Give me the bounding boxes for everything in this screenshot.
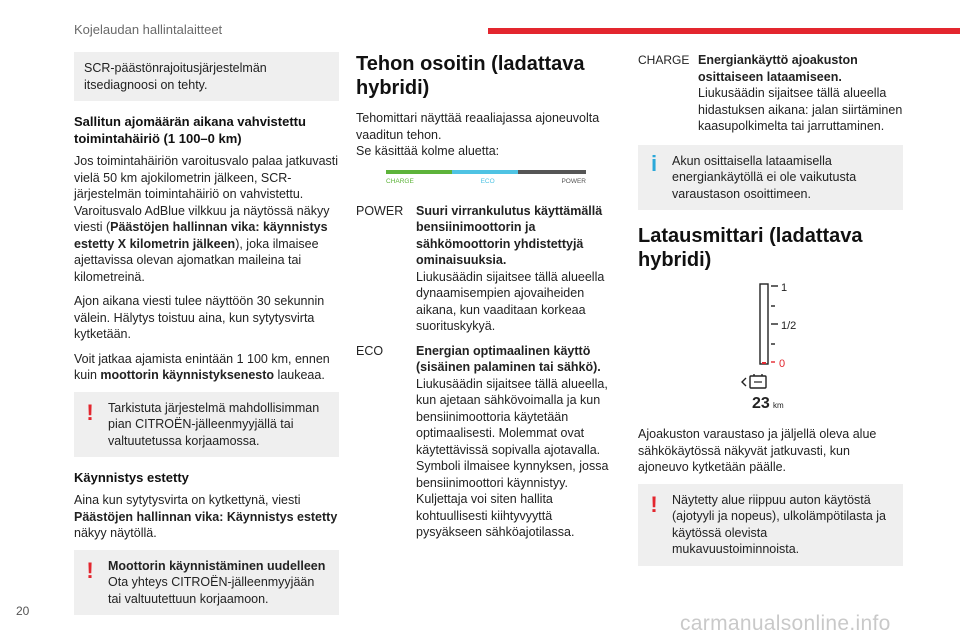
label-half: 1/2 <box>781 320 797 332</box>
paragraph-start-blocked: Aina kun sytytysvirta on kytkettynä, viesti Päästöjen hallinnan vika: Käynnistys estetty näkyy näytöllä. <box>74 493 338 540</box>
def-title: Suuri virrankulutus käyttämällä bensiinimoottorin ja sähkömoottorin yhdistettyjä ominaisuuksia. <box>416 203 603 267</box>
def-title: Energiankäyttö ajoakuston osittaiseen lataamiseen. <box>698 53 858 84</box>
def-text: Liukusäädin sijaitsee tällä alueella, kun ajetaan sähkövoimalla ja kun bensiinimoottoria käytetään optimaalisesti. Molemmat ovat käytettävissä sopivalla ajotavalla. Symboli ilmaisee kynnyksen, jossa bensiinimoottori käynnistyy. Kuljettaja voi siten hallita kohtuullisesti kiihtyvyyttä pysyäkseen sähköajotilassa. <box>416 376 609 539</box>
gauge-eco-segment <box>452 170 518 174</box>
gauge-label-charge: CHARGE <box>386 177 414 185</box>
list-item <box>356 203 621 335</box>
heading-charge-gauge: Latausmittari (ladattava hybridi) <box>638 225 863 271</box>
warning-box-range: ! Näytetty alue riippuu auton käytöstä (ajotyyli ja nopeus), ulkolämpötilasta ja käytössä olevista mukavuustoiminnoista. <box>638 484 903 566</box>
gauge-charge-segment <box>386 170 452 174</box>
charge-mode-list <box>638 52 903 135</box>
warning-icon: ! <box>86 557 94 583</box>
charge-gauge-svg <box>638 282 903 412</box>
gauge-label-eco: ECO <box>480 177 495 185</box>
warning-box-restart: ! Moottorin käynnistäminen uudelleen Ota yhteys CITROËN-jälleenmyyjään tai valtuutettuun korjaamoon. <box>74 550 339 616</box>
info-box-scr: SCR-päästönrajoitusjärjestelmän itsediagnoosi on tehty. <box>74 52 339 101</box>
column-right <box>638 52 903 578</box>
column-middle <box>356 52 621 549</box>
paragraph-repeat: Ajon aikana viesti tulee näyttöön 30 sekunnin välein. Hälytys toistuu aina, kun sytytysvirta kytketään. <box>74 294 325 341</box>
header-accent-bar <box>488 28 960 34</box>
warning-box-check: ! Tarkistuta järjestelmä mahdollisimman pian CITROËN-jälleenmyyjällä tai valtuutetussa korjaamossa. <box>74 392 339 458</box>
heading-power-indicator: Tehon osoitin (ladattava hybridi) <box>356 53 585 99</box>
term-charge: CHARGE <box>638 53 690 67</box>
header-title: Kojelaudan hallintalaitteet <box>74 22 223 37</box>
power-gauge <box>386 170 586 185</box>
info-icon: i <box>650 150 658 176</box>
gauge-power-segment <box>518 170 586 174</box>
term-power: POWER <box>356 203 404 218</box>
heading-allowed-distance: Sallitun ajomäärän aikana vahvistettu toimintahäiriö (1 100–0 km) <box>74 114 306 146</box>
paragraph-charge-display: Ajoakuston varaustaso ja jäljellä oleva alue sähkökäytössä näkyvät jatkuvasti, kun ajoneuvo kytketään päälle. <box>638 427 877 474</box>
gauge-zero-fill <box>762 362 766 364</box>
paragraph-continue: Voit jatkaa ajamista enintään 1 100 km, ennen kuin moottorin käynnistyksenesto laukeaa. <box>74 351 330 382</box>
warning-icon: ! <box>86 399 94 425</box>
label-full: 1 <box>781 282 788 294</box>
range-value: 23 <box>752 395 770 412</box>
list-item <box>638 52 903 135</box>
range-unit: km <box>773 401 784 410</box>
def-title: Energian optimaalinen käyttö (sisäinen palaminen tai sähkö). <box>416 343 601 374</box>
column-left <box>74 52 339 627</box>
plug-battery-icon <box>742 374 766 388</box>
term-eco: ECO <box>356 343 384 358</box>
watermark: carmanualsonline.info <box>680 612 891 635</box>
label-zero: 0 <box>779 358 786 370</box>
paragraph-power-intro: Tehomittari näyttää reaaliajassa ajoneuvolta vaaditun tehon. Se käsittää kolme aluetta: <box>356 111 600 158</box>
info-box-partial-charge: i Akun osittaisella lataamisella energiankäytöllä ei ole vaikutusta varaustason osoittimeen. <box>638 145 903 211</box>
heading-start-blocked: Käynnistys estetty <box>74 470 189 485</box>
def-text: Liukusäädin sijaitsee tällä alueella hidastuksen aikana: jalan siirtäminen kaasupolkimelta tai jarruttaminen. <box>698 86 903 133</box>
page-number: 20 <box>16 604 30 618</box>
list-item <box>356 343 621 541</box>
warning-icon: ! <box>650 491 658 517</box>
def-text: Liukusäädin sijaitsee tällä alueella dynaamisempien ajovaiheiden aikana, kun vaaditaan korkeaa suorituskykyä. <box>416 269 605 333</box>
paragraph-malfunction: Jos toimintahäiriön varoitusvalo palaa jatkuvasti vielä 50 km ajokilometrin jälkeen, SCR-järjestelmän toimintahäiriö on vahvistettu. Varoitusvalo AdBlue vilkkuu ja näytössä näkyy viesti (Päästöjen hallinnan vika: käynnistys estetty X kilometrin jälkeen), joka ilmaisee ajettavissa olevan ajomatkan maileina tai kilometreinä. <box>74 154 339 284</box>
charge-gauge-figure <box>638 282 903 412</box>
power-mode-list <box>356 203 621 541</box>
gauge-label-power: POWER <box>561 177 586 185</box>
gauge-track <box>760 284 768 364</box>
